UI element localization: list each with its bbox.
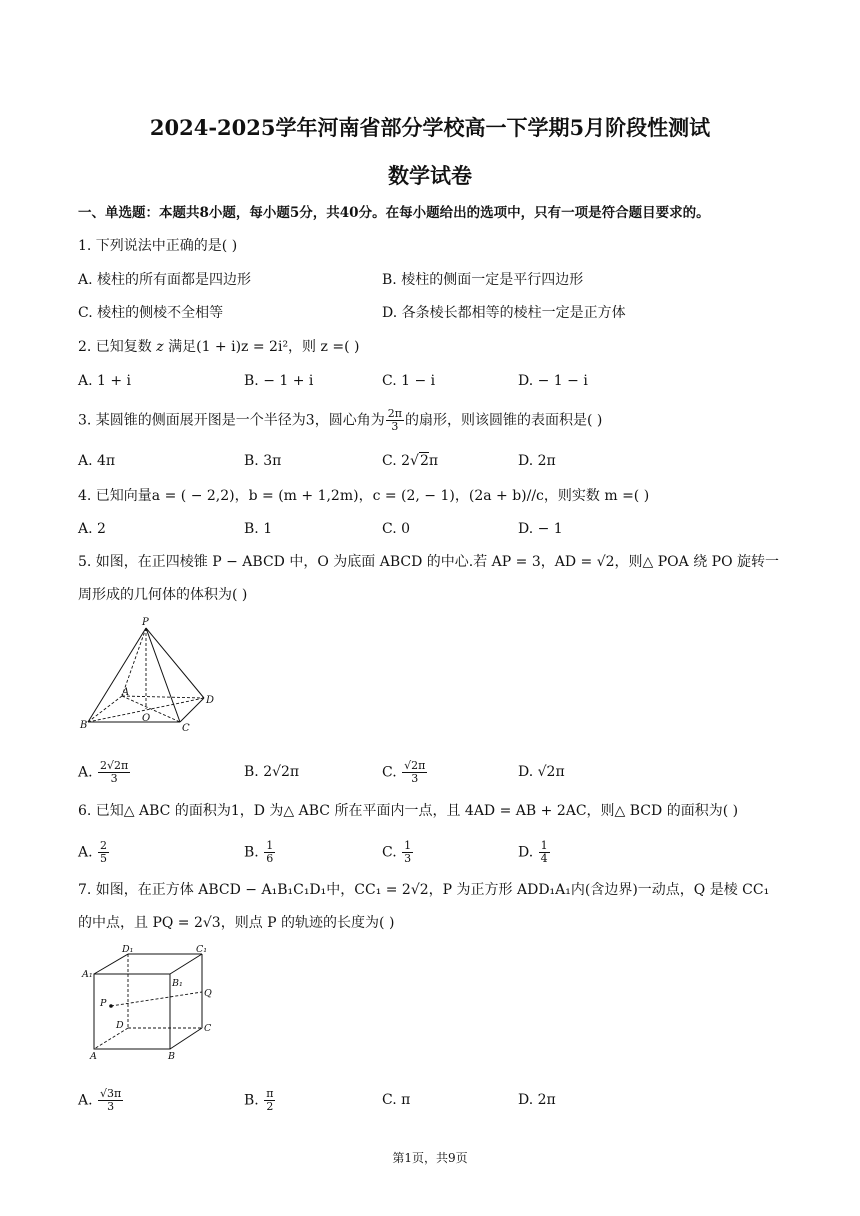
question-5-option-c: C. $\frac{√2\pi}{3}$ <box>382 759 426 785</box>
question-5-line-2: 周形成的几何体的体积为( ) <box>78 587 248 603</box>
edge-pd <box>146 628 204 698</box>
label-c: C <box>204 1023 212 1034</box>
label-a: A <box>122 687 130 698</box>
fraction-denominator: 3 <box>404 852 412 865</box>
fraction-numerator: 1 <box>404 839 412 852</box>
question-1-option-a: A. 棱柱的所有面都是四边形 <box>78 272 252 288</box>
label-d1: D₁ <box>122 944 134 955</box>
front-face <box>94 974 170 1049</box>
fraction-numerator: 1 <box>266 839 274 852</box>
question-5-line-1: 5. 如图，在正四棱锥 P − ABCD 中，O 为底面 ABCD 的中心.若 AP = 3，AD = √2，则△ POA 绕 PO 旋转一 <box>78 554 780 570</box>
section-heading: 一、单选题：本题共8小题，每小题5分，共40分。在每小题给出的选项中，只有一项是符合题目要求的。 <box>78 205 710 221</box>
question-7-option-b: B. $\frac{\pi}{2}$ <box>244 1087 274 1113</box>
cube-figure <box>78 942 228 1064</box>
option-c-suffix: π <box>428 453 439 469</box>
fraction-denominator: 3 <box>391 420 399 433</box>
question-1-stem: 1. 下列说法中正确的是( ) <box>78 238 238 254</box>
question-5-option-a: A. $\frac{2√2\pi}{3}$ <box>78 759 129 785</box>
question-3-stem <box>78 408 602 433</box>
question-3-option-d: D. 2π <box>518 453 556 469</box>
fraction-numerator: 2 <box>100 839 108 852</box>
fraction-numerator: √2π <box>404 759 426 772</box>
label-a1: A₁ <box>82 969 93 980</box>
fraction-denominator: 3 <box>110 772 118 785</box>
fraction-numerator: 1 <box>540 839 548 852</box>
question-7-option-d: D. 2π <box>518 1092 556 1108</box>
label-c1: C₁ <box>196 944 208 955</box>
option-c-fraction <box>402 760 427 785</box>
question-2-var: z <box>156 339 164 355</box>
label-b: B <box>80 720 88 731</box>
fraction-denominator: 2 <box>266 1100 274 1113</box>
question-2-option-a: A. 1 + i <box>78 373 132 389</box>
question-6-stem: 6. 已知△ ABC 的面积为1，D 为△ ABC 所在平面内一点，且 4AD = AB + 2AC，则△ BCD 的面积为( ) <box>78 803 739 819</box>
question-2-option-d: D. − 1 − i <box>518 373 588 389</box>
question-3-option-c: C. 2√2π <box>382 453 439 469</box>
edge-ad <box>122 696 204 698</box>
fraction-numerator: √3π <box>100 1087 122 1100</box>
question-3-angle-fraction <box>386 408 404 433</box>
question-7-option-a: A. $\frac{√3\pi}{3}$ <box>78 1087 122 1113</box>
edge-a1d1 <box>94 954 128 974</box>
question-4-option-d: D. − 1 <box>518 521 563 537</box>
fraction-numerator: 2π <box>387 407 402 420</box>
question-2-ask: z =( ) <box>320 339 360 355</box>
pyramid-figure <box>76 614 226 736</box>
fraction-denominator: 3 <box>107 1100 115 1113</box>
question-6-option-c: C. $\frac{1}{3}$ <box>382 839 412 865</box>
option-d-fraction <box>539 840 550 865</box>
option-a-fraction <box>98 760 130 785</box>
option-a-fraction <box>98 840 109 865</box>
option-c-coef: C. 2 <box>382 453 411 469</box>
fraction-denominator: 5 <box>100 852 108 865</box>
option-b-fraction <box>264 840 275 865</box>
question-5-option-b: B. 2√2π <box>244 764 300 780</box>
option-a-fraction <box>98 1088 123 1113</box>
label-d: D <box>116 1020 124 1031</box>
question-2-option-b: B. − 1 + i <box>244 373 314 389</box>
question-3-option-a: A. 4π <box>78 453 116 469</box>
fraction-denominator: 3 <box>411 772 419 785</box>
diagonal-ac <box>122 696 180 722</box>
question-7-option-c: C. π <box>382 1092 411 1108</box>
question-6-option-d: D. $\frac{1}{4}$ <box>518 839 548 865</box>
label-b: B <box>168 1051 175 1062</box>
exam-subtitle: 数学试卷 <box>388 163 472 188</box>
question-7-line-1: 7. 如图，在正方体 ABCD − A₁B₁C₁D₁中，CC₁ = 2√2，P 为正方形 ADD₁A₁内(含边界)一动点，Q 是棱 CC₁ <box>78 882 770 898</box>
option-c-fraction <box>402 840 413 865</box>
edge-pc <box>146 628 180 722</box>
question-1-option-c: C. 棱柱的侧棱不全相等 <box>78 305 224 321</box>
option-c-radicand: 2 <box>419 453 429 469</box>
question-2-prefix: 2. 已知复数 <box>78 339 152 355</box>
label-p: P <box>100 998 107 1009</box>
option-b-fraction <box>264 1088 275 1113</box>
question-4-option-b: B. 1 <box>244 521 273 537</box>
fraction-numerator: 2√2π <box>100 759 129 772</box>
question-7-line-2: 的中点，且 PQ = 2√3，则点 P 的轨迹的长度为( ) <box>78 915 395 931</box>
question-1-option-d: D. 各条棱长都相等的棱柱一定是正方体 <box>382 305 626 321</box>
edge-cd <box>180 698 204 722</box>
question-5-option-d: D. √2π <box>518 764 565 780</box>
label-a: A <box>90 1051 97 1062</box>
question-3-part2: 的扇形，则该圆锥的表面积是( ) <box>404 412 603 429</box>
label-b1: B₁ <box>172 978 183 989</box>
question-6-option-a: A. $\frac{2}{5}$ <box>78 839 108 865</box>
edge-ad <box>94 1028 128 1049</box>
label-q: Q <box>204 988 212 999</box>
point-p <box>109 1004 113 1008</box>
page-footer: 第1页，共9页 <box>392 1151 468 1165</box>
question-6-option-b: B. $\frac{1}{6}$ <box>244 839 274 865</box>
question-3-option-b: B. 3π <box>244 453 282 469</box>
question-2-option-c: C. 1 − i <box>382 373 436 389</box>
edge-b1c1 <box>170 954 202 974</box>
label-d: D <box>206 695 215 706</box>
exam-title: 2024-2025学年河南省部分学校高一下学期5月阶段性测试 <box>149 115 711 140</box>
edge-bc <box>170 1028 202 1049</box>
label-o: O <box>142 713 151 724</box>
question-4-stem: 4. 已知向量a = ( − 2,2)，b = (m + 1,2m)，c = (2, − 1)，(2a + b)//c，则实数 m =( ) <box>78 488 650 504</box>
fraction-numerator: π <box>266 1087 274 1100</box>
fraction-denominator: 6 <box>266 852 274 865</box>
question-1-option-b: B. 棱柱的侧面一定是平行四边形 <box>382 272 584 288</box>
label-p: P <box>142 617 149 628</box>
question-2-cond: 满足(1 + i)z = 2i²，则 <box>168 339 317 355</box>
edge-pb <box>88 628 146 722</box>
question-3-part1: 3. 某圆锥的侧面展开图是一个半径为3，圆心角为 <box>78 412 385 429</box>
segment-pq <box>111 992 202 1006</box>
question-4-option-c: C. 0 <box>382 521 411 537</box>
question-4-option-a: A. 2 <box>78 521 106 537</box>
label-c: C <box>182 723 190 734</box>
fraction-denominator: 4 <box>540 852 548 865</box>
question-2-stem <box>78 337 359 357</box>
